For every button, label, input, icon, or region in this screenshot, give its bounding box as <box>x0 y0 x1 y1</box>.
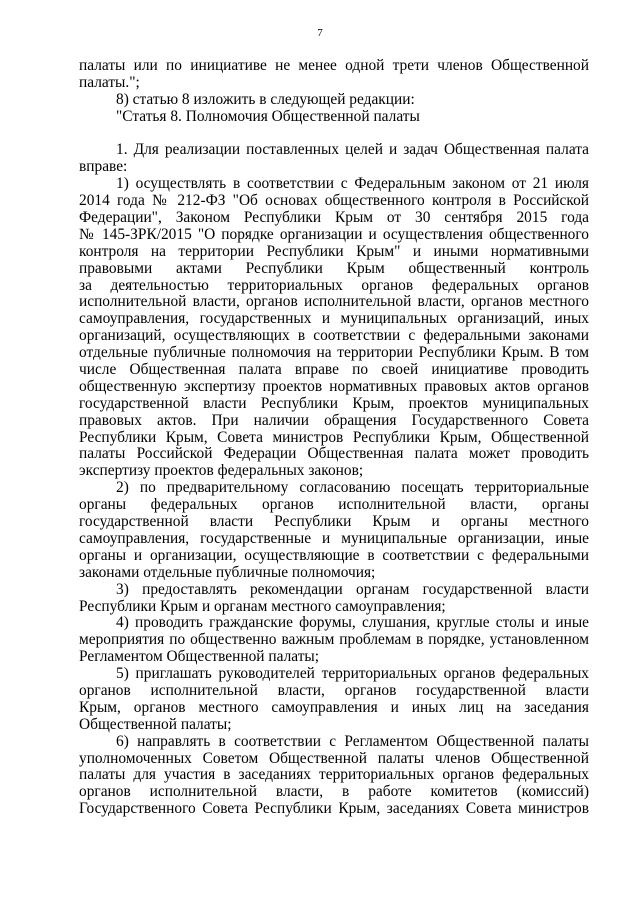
text-line: палаты для участия в заседаниях территориальных органов федеральных <box>79 767 589 784</box>
text-line: № 145-ЗРК/2015 "О порядке организации и осуществления общественного <box>79 226 589 243</box>
blank-line <box>79 126 589 143</box>
text-line: правовыми актами Республики Крым общественный контроль <box>79 260 589 277</box>
text-line: 1) осуществлять в соответствии с Федеральным законом от 21 июля <box>116 176 589 193</box>
text-line: "Статья 8. Полномочия Общественной палаты <box>116 107 420 125</box>
text-line: отдельные публичные полномочия на территории Республики Крым. В том <box>79 345 589 362</box>
text-line: палаты или по инициативе не менее одной трети членов Общественной <box>79 58 589 74</box>
text-line: самоуправления, государственные и муниципальные организации, иные <box>79 530 589 547</box>
text-line: органы федеральных органов исполнительной власти, органы <box>79 497 589 514</box>
text-line: Республики Крым, Совета министров Республики Крым, Общественной <box>79 429 589 446</box>
text-line: 8) статью 8 изложить в следующей редакции: <box>116 90 415 108</box>
text-line: уполномоченных Советом Общественной палаты членов Общественной <box>79 750 589 767</box>
text-line: 2014 года № 212-ФЗ "Об основах общественного контроля в Российской <box>79 193 589 210</box>
text-line: исполнительной власти, органов исполнительной власти, органов местного <box>79 294 589 311</box>
text-line: 5) приглашать руководителей территориальных органов федеральных <box>116 666 589 683</box>
text-line: экспертизу проектов федеральных законов; <box>79 462 364 480</box>
text-line: органов исполнительной власти, органов государственной власти <box>79 682 589 699</box>
text-line: Крым, органов местного самоуправления и иных лиц на заседания <box>79 699 589 716</box>
text-line: палаты."; <box>79 73 140 91</box>
text-line: контроля на территории Республики Крым" и иными нормативными <box>79 243 589 260</box>
text-line: законами отдельные публичные полномочия; <box>79 563 376 581</box>
page-number: 7 <box>317 27 323 39</box>
text-line: 6) направлять в соответствии с Регламентом Общественной палаты <box>116 733 589 750</box>
document-body <box>79 58 589 818</box>
text-line: Федерации", Законом Республики Крым от 30 сентября 2015 года <box>79 210 589 227</box>
text-line: за деятельностью территориальных органов федеральных органов <box>79 277 589 294</box>
text-line: вправе: <box>79 158 128 176</box>
text-line: органы и организации, осуществляющие в соответствии с федеральными <box>79 547 589 564</box>
text-line: Общественной палаты; <box>79 715 232 733</box>
text-line: мероприятия по общественно важным проблемам в порядке, установленном <box>79 632 589 649</box>
text-line: органов исполнительной власти, в работе комитетов (комиссий) <box>79 784 589 801</box>
text-line: организаций, осуществляющих в соответствии с федеральными законами <box>79 328 589 345</box>
text-line: палаты Российской Федерации Общественная палата может проводить <box>79 446 589 463</box>
text-line: 1. Для реализации поставленных целей и задач Общественная палата <box>116 142 589 159</box>
text-line: Республики Крым и органам местного самоуправления; <box>79 597 446 615</box>
text-line: 2) по предварительному согласованию посещать территориальные <box>116 480 589 497</box>
text-line: государственной власти Республики Крым, проектов муниципальных <box>79 395 589 412</box>
text-line: Регламентом Общественной палаты; <box>79 648 320 666</box>
text-line: 4) проводить гражданские форумы, слушания, круглые столы и иные <box>116 615 589 632</box>
text-line: 3) предоставлять рекомендации органам государственной власти <box>116 581 589 598</box>
text-line: общественную экспертизу проектов нормативных правовых актов органов <box>79 378 589 395</box>
text-line: числе Общественная палата вправе по своей инициативе проводить <box>79 362 589 379</box>
text-line: Государственного Совета Республики Крым, заседаниях Совета министров <box>79 801 589 818</box>
text-line: самоуправления, государственных и муниципальных организаций, иных <box>79 311 589 328</box>
text-line: государственной власти Республики Крым и органы местного <box>79 514 589 531</box>
text-line: правовых актов. При наличии обращения Государственного Совета <box>79 412 589 429</box>
